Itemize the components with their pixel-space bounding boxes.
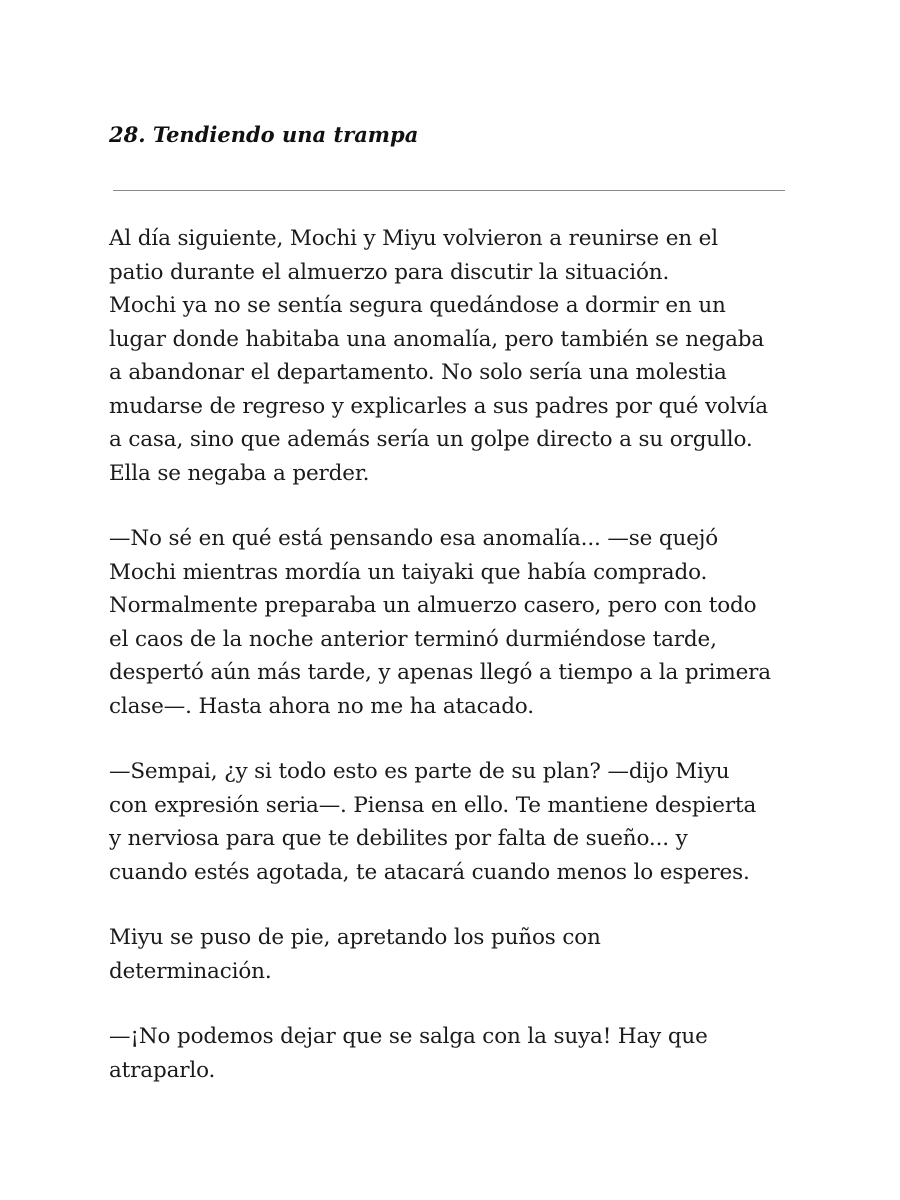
- paragraph: —¡No podemos dejar que se salga con la suya! Hay que atraparlo.: [109, 1024, 708, 1083]
- title-divider: [113, 190, 785, 191]
- chapter-body: [109, 222, 799, 1119]
- paragraph: —No sé en qué está pensando esa anomalía... —se quejó Mochi mientras mordía un taiyaki que había comprado. Normalmente preparaba un almuerzo casero, pero con todo el caos de la noche anterior terminó durmiéndose tarde, despertó aún más tarde, y apenas llegó a tiempo a la primera clase—. Hasta ahora no me ha atacado.: [109, 526, 771, 719]
- chapter-title: 28. Tendiendo una trampa: [109, 122, 419, 147]
- paragraph: —Sempai, ¿y si todo esto es parte de su plan? —dijo Miyu con expresión seria—. Piensa en ello. Te mantiene despierta y nerviosa para que te debilites por falta de sueño... y cuando estés agotada, te atacará cuando menos lo esperes.: [109, 759, 757, 885]
- paragraph: Al día siguiente, Mochi y Miyu volvieron a reunirse en el patio durante el almuerzo para discutir la situación. Mochi ya no se sentía segura quedándose a dormir en un lugar donde habitaba una anomalía, pero también se negaba a abandonar el departamento. No solo sería una molestia mudarse de regreso y explicarles a sus padres por qué volvía a casa, sino que además sería un golpe directo a su orgullo. Ella se negaba a perder.: [109, 226, 768, 486]
- paragraph: Miyu se puso de pie, apretando los puños con determinación.: [109, 925, 601, 984]
